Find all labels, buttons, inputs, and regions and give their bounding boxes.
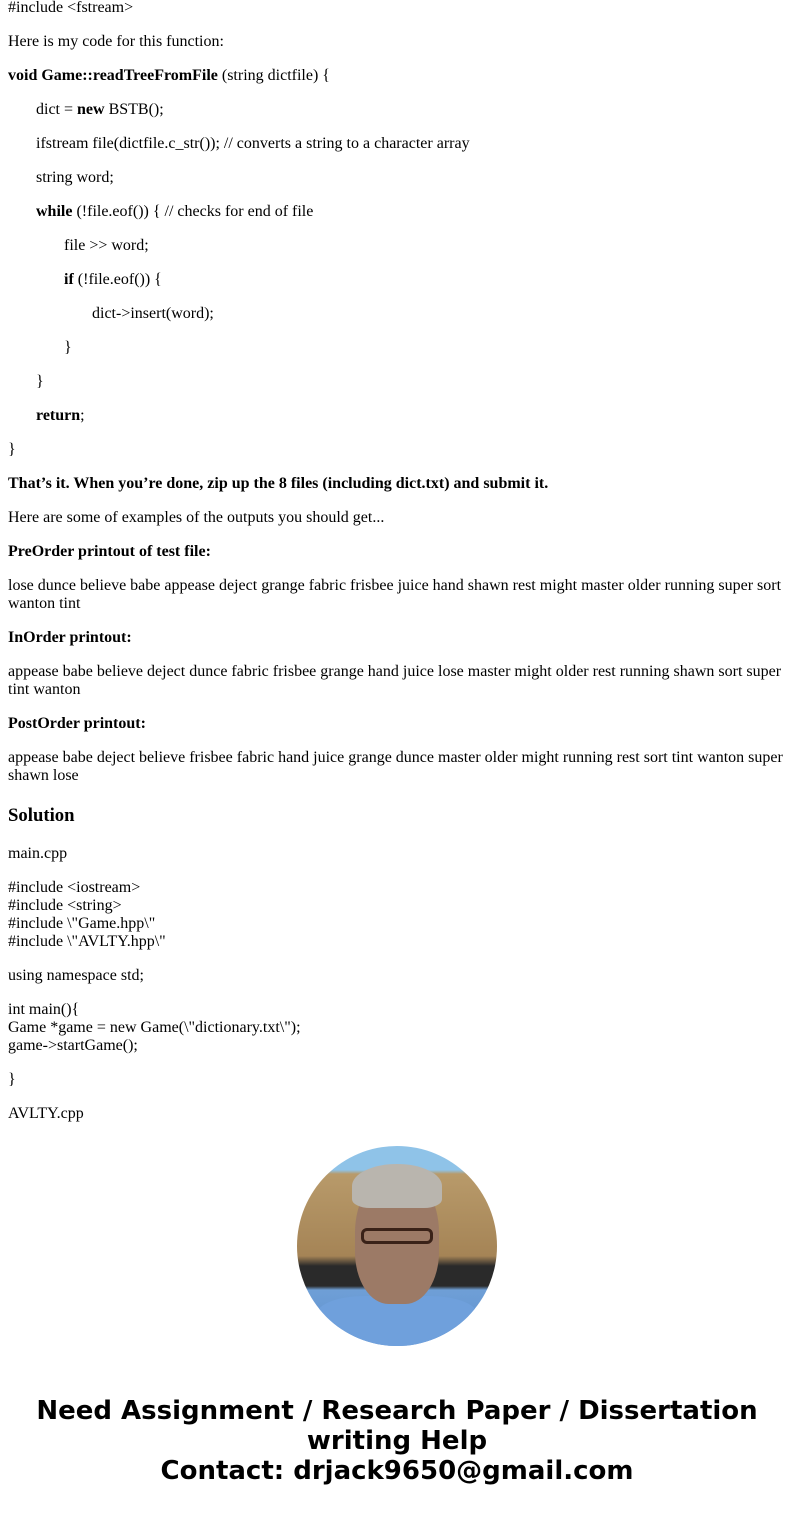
code-line: } (8, 1071, 16, 1088)
code-line: Game *game = new Game(\"dictionary.txt\"); (8, 1019, 301, 1036)
code-line: #include <string> (8, 897, 122, 914)
promo-contact: Contact: drjack9650@gmail.com (160, 1456, 634, 1486)
code-line: } (8, 441, 16, 458)
code-text: ; (80, 407, 85, 424)
code-signature: (string dictfile) { (217, 67, 330, 84)
avatar-glasses (361, 1228, 433, 1244)
code-line: #include <iostream> (8, 879, 141, 896)
code-line: #include \"Game.hpp\" (8, 915, 156, 932)
code-line: ifstream file(dictfile.c_str()); // converts a string to a character array (36, 135, 470, 152)
output-text: appease babe deject believe frisbee fabric hand juice grange dunce master older might running rest sort tint wanton super shawn lose (8, 749, 783, 784)
code-text: (!file.eof()) { // checks for end of file (72, 203, 314, 220)
code-line: } (64, 339, 72, 356)
author-avatar (297, 1146, 497, 1346)
code-keyword: new (77, 101, 105, 118)
code-text: dict = (36, 101, 78, 118)
include-line: #include <fstream> (8, 0, 134, 16)
output-label: PreOrder printout of test file: (8, 543, 211, 560)
code-line: #include \"AVLTY.hpp\" (8, 933, 166, 950)
file-name: AVLTY.cpp (8, 1105, 84, 1122)
code-line: using namespace std; (8, 967, 144, 984)
code-signature-bold: void Game::readTreeFromFile (8, 67, 218, 84)
code-text: BSTB(); (104, 101, 164, 118)
file-name: main.cpp (8, 845, 68, 862)
code-keyword: if (64, 271, 74, 288)
examples-lead: Here are some of examples of the outputs you should get... (8, 509, 385, 526)
instructions: That’s it. When you’re done, zip up the 8 files (including dict.txt) and submit it. (8, 475, 549, 492)
output-text: appease babe believe deject dunce fabric frisbee grange hand juice lose master might older rest running shawn sort super tint wanton (8, 663, 782, 698)
code-line: string word; (36, 169, 114, 186)
code-keyword: return (36, 407, 81, 424)
code-keyword: while (36, 203, 73, 220)
intro-text: Here is my code for this function: (8, 33, 224, 50)
output-label: InOrder printout: (8, 629, 132, 646)
solution-heading: Solution (8, 805, 75, 826)
promo-headline: Need Assignment / Research Paper / Dissertation writing Help (36, 1396, 758, 1456)
code-line: file >> word; (64, 237, 149, 254)
function-code (8, 67, 786, 459)
output-label: PostOrder printout: (8, 715, 146, 732)
code-text: (!file.eof()) { (73, 271, 162, 288)
code-line: game->startGame(); (8, 1037, 138, 1054)
code-line: } (36, 373, 44, 390)
code-line: int main(){ (8, 1001, 80, 1018)
output-text: lose dunce believe babe appease deject grange fabric frisbee juice hand shawn rest might master older running super sort wanton tint (8, 577, 782, 612)
code-line: dict->insert(word); (92, 305, 214, 322)
promo-banner (0, 1396, 794, 1486)
avatar-hair (352, 1164, 442, 1208)
